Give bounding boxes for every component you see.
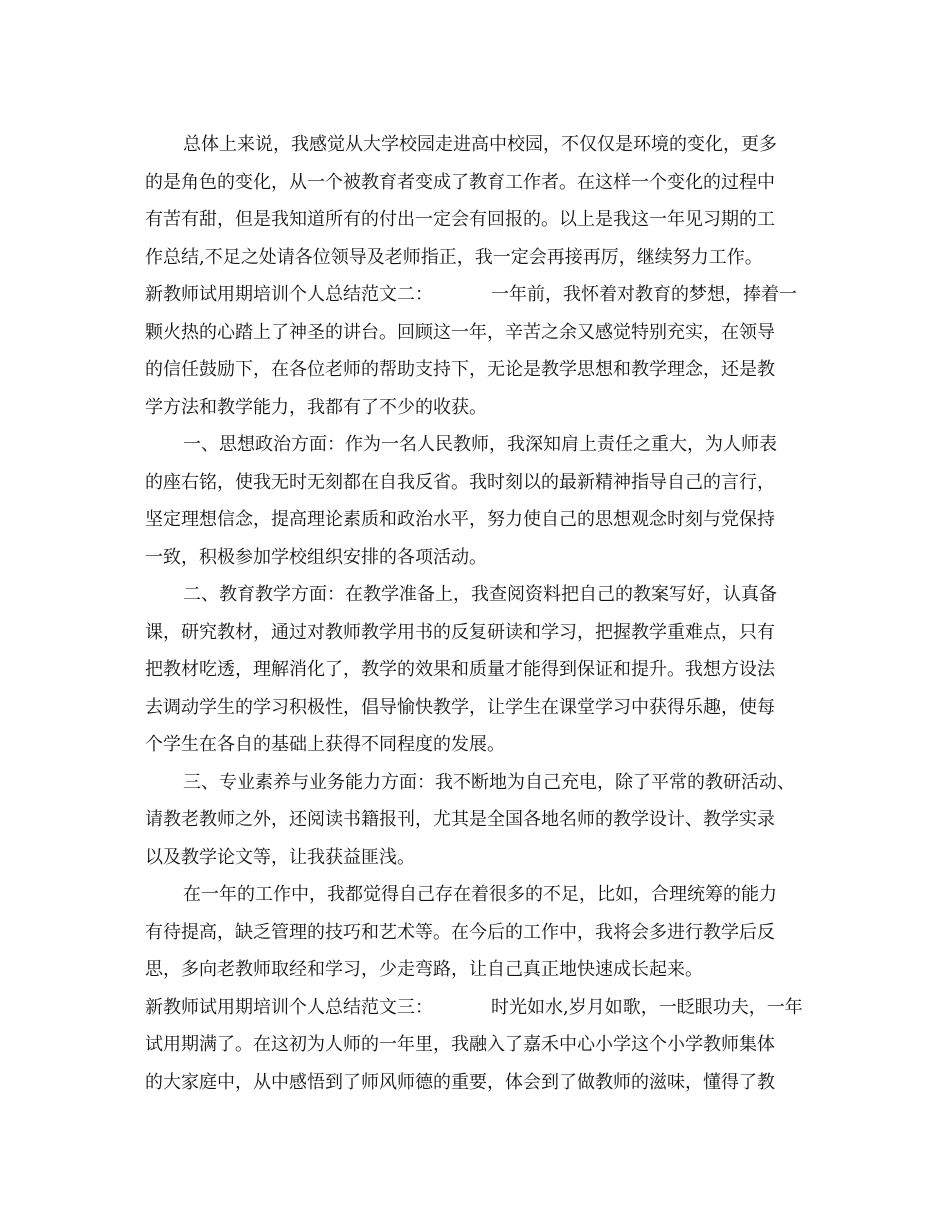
section-heading-two: 新教师试用期培训个人总结范文二：: [145, 284, 433, 305]
paragraph-line: 以及教学论文等，让我获益匪浅。: [145, 846, 415, 868]
paragraph-line: 坚定理想信念，提高理论素质和政治水平，努力使自己的思想观念时刻与党保持: [145, 509, 775, 530]
paragraph-line: 二、教育教学方面：在教学准备上，我查阅资料把自己的教案写好，认真备: [183, 584, 777, 605]
section-text-start: 时光如水,岁月如歌，一眨眼功夫，一年: [491, 996, 803, 1018]
section-heading-line: [145, 276, 810, 314]
paragraph-line: 试用期满了。在这初为人师的一年里，我融入了嘉禾中心小学这个小学教师集体: [145, 1034, 775, 1055]
paragraph-line: 有苦有甜，但是我知道所有的付出一定会有回报的。以上是我这一年见习期的工: [145, 209, 775, 230]
paragraph-line: 的大家庭中，从中感悟到了师风师德的重要，体会到了做教师的滋味，懂得了教: [145, 1071, 775, 1093]
section-heading-three: 新教师试用期培训个人总结范文三：: [145, 996, 433, 1018]
paragraph-line: 三、专业素养与业务能力方面：我不断地为自己充电，除了平常的教研活动、: [183, 771, 795, 793]
paragraph-line: 颗火热的心踏上了神圣的讲台。回顾这一年，辛苦之余又感觉特别充实，在领导: [145, 321, 775, 343]
paragraph-line: 作总结,不足之处请各位领导及老师指正，我一定会再接再厉，继续努力工作。: [145, 246, 763, 268]
paragraph-line: 学方法和教学能力，我都有了不少的收获。: [145, 396, 487, 418]
paragraph-line: 一致，积极参加学校组织安排的各项活动。: [145, 546, 487, 568]
paragraph-line: 在一年的工作中，我都觉得自己存在着很多的不足，比如，合理统筹的能力: [183, 884, 777, 905]
document-body: [145, 126, 810, 1101]
paragraph-line: 的信任鼓励下，在各位老师的帮助支持下，无论是教学思想和教学理念，还是教: [145, 359, 775, 380]
paragraph-line: 有待提高，缺乏管理的技巧和艺术等。在今后的工作中，我将会多进行教学后反: [145, 921, 775, 943]
paragraph-line: 的座右铭，使我无时无刻都在自我反省。我时刻以的最新精神指导自己的言行，: [145, 471, 775, 493]
paragraph-line: 一、思想政治方面：作为一名人民教师，我深知肩上责任之重大，为人师表: [183, 434, 777, 455]
paragraph-line: 课，研究教材，通过对教师教学用书的反复研读和学习，把握教学重难点，只有: [145, 621, 775, 643]
paragraph-line: 总体上来说，我感觉从大学校园走进高中校园，不仅仅是环境的变化，更多: [183, 134, 777, 155]
paragraph-line: 个学生在各自的基础上获得不同程度的发展。: [145, 734, 505, 755]
section-heading-line: [145, 989, 810, 1027]
paragraph-line: 去调动学生的学习积极性，倡导愉快教学，让学生在课堂学习中获得乐趣，使每: [145, 696, 775, 718]
section-text-start: 一年前，我怀着对教育的梦想，捧着一: [491, 284, 797, 305]
paragraph-line: 请教老教师之外，还阅读书籍报刊，尤其是全国各地名师的教学设计、教学实录: [145, 809, 775, 830]
paragraph-line: 把教材吃透，理解消化了，教学的效果和质量才能得到保证和提升。我想方设法: [145, 659, 775, 680]
paragraph-line: 的是角色的变化，从一个被教育者变成了教育工作者。在这样一个变化的过程中: [145, 171, 775, 193]
paragraph-line: 思，多向老教师取经和学习，少走弯路，让自己真正地快速成长起来。: [145, 959, 703, 980]
